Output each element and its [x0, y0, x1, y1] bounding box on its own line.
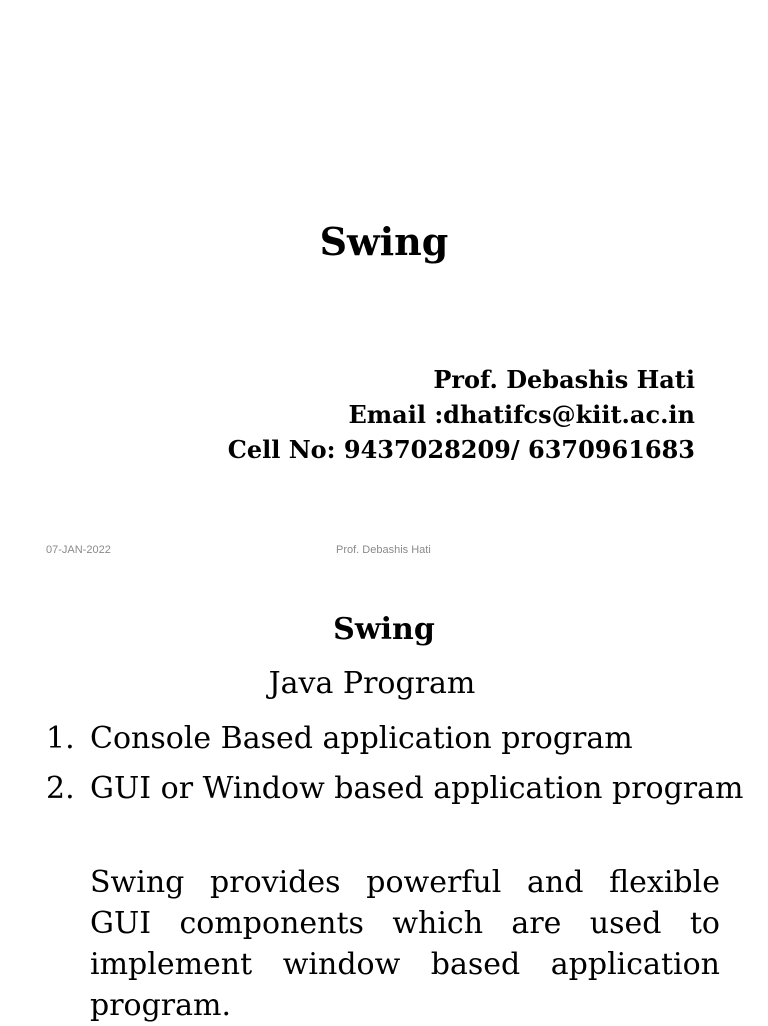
- program-type-list: [46, 714, 743, 814]
- list-item-number: 2.: [46, 771, 75, 806]
- author-info: [228, 362, 695, 467]
- author-email: Email :dhatifcs@kiit.ac.in: [348, 400, 695, 429]
- list-item-text: GUI or Window based application program: [90, 771, 744, 806]
- swing-description: Swing provides powerful and flexible GUI components which are used to implement window based application program.: [90, 865, 720, 1023]
- list-item-number: 1.: [46, 721, 75, 756]
- author-cell: Cell No: 9437028209/ 6370961683: [227, 435, 695, 464]
- list-item: [46, 764, 743, 814]
- footer-author: Prof. Debashis Hati: [336, 544, 431, 556]
- author-name: Prof. Debashis Hati: [433, 365, 695, 394]
- slide-heading: Swing: [333, 612, 435, 647]
- list-item: [46, 714, 743, 764]
- slide-content-page: [0, 580, 768, 1024]
- slide-title: Swing: [319, 219, 449, 264]
- list-item-text: Console Based application program: [90, 721, 633, 756]
- slide-subtitle: Java Program: [268, 666, 476, 701]
- footer-date: 07-JAN-2022: [46, 544, 111, 556]
